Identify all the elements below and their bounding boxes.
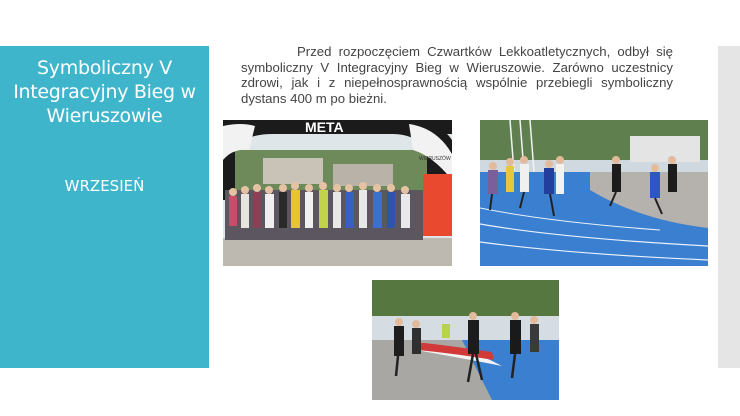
side-decoration-bar bbox=[718, 46, 740, 368]
photo-runners-track bbox=[480, 120, 708, 266]
finish-arch-text: META bbox=[305, 120, 344, 135]
photo-finish-arch-crowd bbox=[223, 120, 452, 266]
arch-brand-text: WIERUSZÓW bbox=[419, 156, 451, 162]
slide-title: Symboliczny V Integracyjny Bieg w Wieruszowie bbox=[13, 57, 196, 127]
title-panel bbox=[0, 46, 209, 368]
photo-runners-banner bbox=[372, 280, 559, 400]
slide-subtitle: WRZESIEŃ bbox=[64, 177, 145, 195]
slide-body-text: Przed rozpoczęciem Czwartków Lekkoatletycznych, odbył się symboliczny V Integracyjny Bieg w Wieruszowie. Zarówno uczestnicy zdrowi, jak i z niepełnosprawnością wspólnie przebiegli symboliczny dystans 400 m po bieżni. bbox=[241, 44, 673, 106]
